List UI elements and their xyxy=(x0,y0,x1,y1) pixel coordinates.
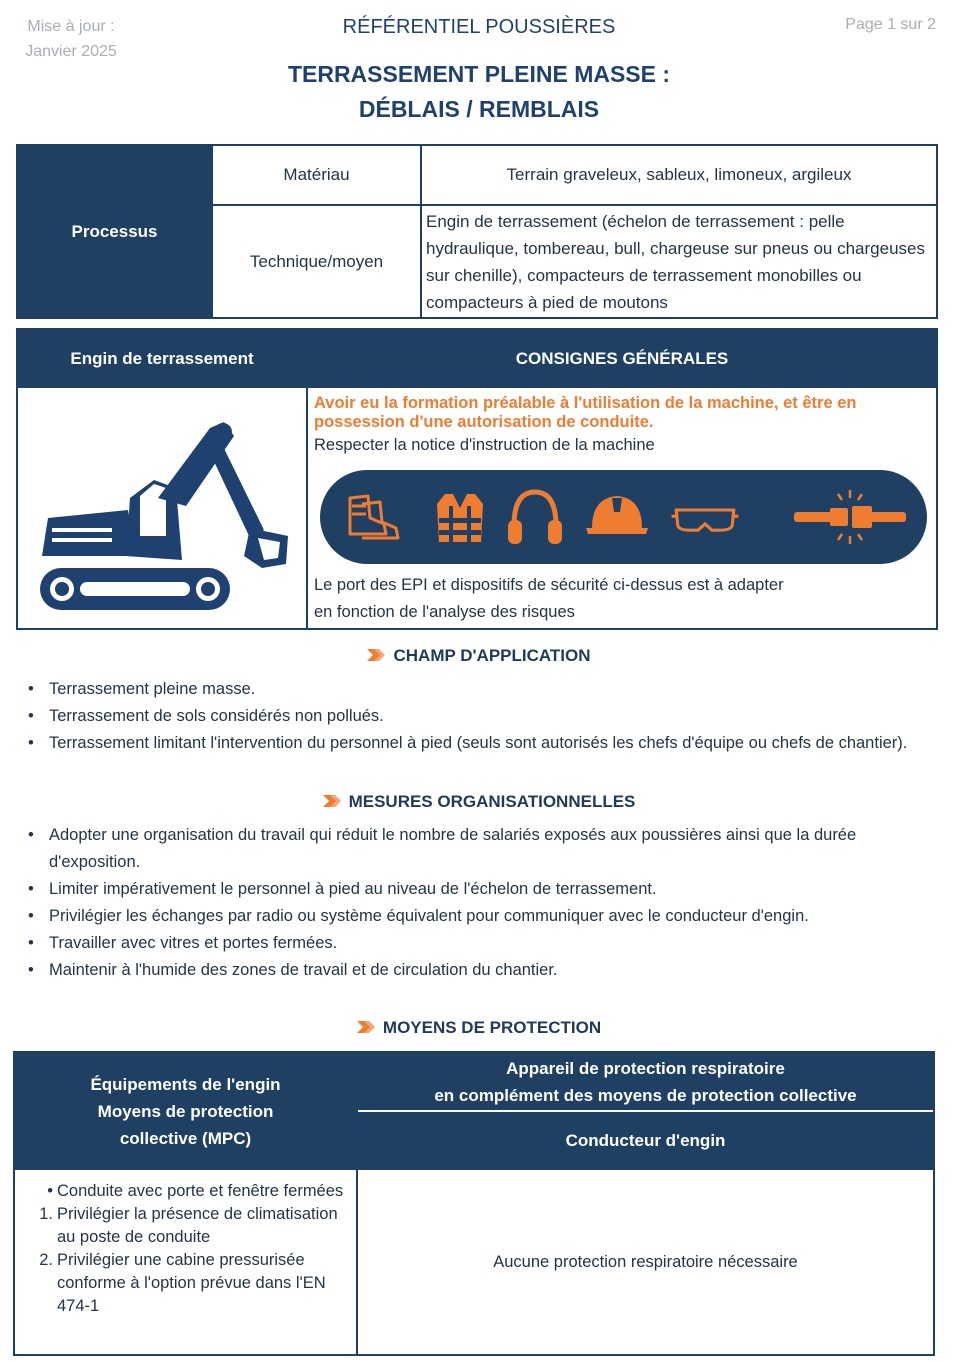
list-item: • Limiter impérativement le personnel à pied au niveau de l'échelon de terrassement. xyxy=(20,876,930,903)
excavator-illustration xyxy=(18,388,306,628)
mesures-list xyxy=(20,822,930,984)
page-title-line2: DÉBLAIS / REMBLAIS xyxy=(358,96,600,122)
list-item xyxy=(33,1249,346,1318)
list-item-text: Privilégier la présence de climatisation au poste de conduite xyxy=(57,1205,338,1246)
machine-header: Engin de terrassement xyxy=(18,330,306,388)
technique-label: Technique/moyen xyxy=(211,204,420,317)
list-item: • Terrassement limitant l'intervention du personnel à pied (seuls sont autorisés les chefs d'équipe ou chefs de chantier). xyxy=(20,730,930,757)
respiratory-header xyxy=(358,1053,933,1111)
list-item xyxy=(33,1180,346,1203)
consignes-content xyxy=(308,388,936,628)
consignes-table xyxy=(16,328,938,630)
list-item: • Terrassement pleine masse. xyxy=(20,676,930,703)
double-chevron-icon xyxy=(357,1021,377,1033)
training-warning: Avoir eu la formation préalable à l'utilisation de la machine, et être en possession d'une autorisation de conduite. xyxy=(314,394,857,431)
update-value: Janvier 2025 xyxy=(25,43,117,60)
driver-subheader: Conducteur d'engin xyxy=(358,1112,933,1170)
update-label: Mise à jour : xyxy=(27,18,115,35)
notice-text: Respecter la notice d'instruction de la machine xyxy=(314,436,655,454)
respiratory-header-line2: en complément des moyens de protection collective xyxy=(434,1086,857,1105)
material-value: Terrain graveleux, sableux, limoneux, argileux xyxy=(420,146,936,204)
section-moyens-protection xyxy=(0,1018,958,1038)
section-title-text: CHAMP D'APPLICATION xyxy=(393,646,591,665)
ear-protection-icon xyxy=(500,482,570,552)
referential-title: RÉFÉRENTIEL POUSSIÈRES xyxy=(342,16,616,38)
list-item: • Privilégier les échanges par radio ou système équivalent pour communiquer avec le conducteur d'engin. xyxy=(20,903,930,930)
list-item: • Adopter une organisation du travail qui réduit le nombre de salariés exposés aux poussières ainsi que la durée d'exposition. xyxy=(20,822,930,876)
double-chevron-icon xyxy=(323,795,343,807)
process-label: Processus xyxy=(18,146,211,317)
section-champ-application xyxy=(0,646,958,666)
high-visibility-vest-icon xyxy=(425,482,495,552)
safety-goggles-icon xyxy=(670,482,740,552)
champ-application-list xyxy=(20,676,930,757)
list-item: • Travailler avec vitres et portes fermées. xyxy=(20,930,930,957)
list-item: • Terrassement de sols considérés non pollués. xyxy=(20,703,930,730)
respiratory-header-line1: Appareil de protection respiratoire xyxy=(506,1059,785,1078)
material-label: Matériau xyxy=(211,146,420,204)
mpc-list xyxy=(15,1170,356,1354)
mpc-header xyxy=(15,1053,356,1170)
list-item-text: Privilégier une cabine pressurisée conforme à l'option prévue dans l'EN 474-1 xyxy=(57,1251,326,1315)
hard-hat-icon xyxy=(582,482,652,552)
respiratory-value: Aucune protection respiratoire nécessaire xyxy=(493,1252,798,1271)
section-mesures-organisationnelles xyxy=(0,792,958,812)
page-title-line1: TERRASSEMENT PLEINE MASSE : xyxy=(287,61,671,87)
epi-note-line2: en fonction de l'analyse des risques xyxy=(314,603,575,621)
section-title-text: MESURES ORGANISATIONNELLES xyxy=(348,792,636,811)
epi-note xyxy=(314,572,914,626)
excavator-icon xyxy=(18,388,306,628)
epi-icons-bar xyxy=(320,470,927,564)
bullet-marker: • xyxy=(47,1182,53,1200)
mpc-header-line1: Équipements de l'engin xyxy=(90,1075,281,1094)
mpc-header-line2: Moyens de protection xyxy=(97,1102,274,1121)
list-item: • Maintenir à l'humide des zones de travail et de circulation du chantier. xyxy=(20,957,930,984)
double-chevron-icon xyxy=(367,649,387,661)
section-title-text: MOYENS DE PROTECTION xyxy=(382,1018,602,1037)
process-table xyxy=(16,144,938,319)
safety-boots-icon xyxy=(340,482,410,552)
list-item xyxy=(33,1203,346,1249)
list-item-text: Conduite avec porte et fenêtre fermées xyxy=(57,1182,344,1200)
technique-value: Engin de terrassement (échelon de terrassement : pelle hydraulique, tombereau, bull, chargeuse sur pneus ou chargeuses sur chenille), compacteurs de terrassement monobilles ou compacteurs à pied de moutons xyxy=(420,204,936,317)
page-title xyxy=(0,57,958,127)
page-number: Page 1 sur 2 xyxy=(845,16,936,33)
protection-table xyxy=(13,1051,935,1356)
mpc-header-line3: collective (MPC) xyxy=(119,1129,252,1148)
epi-note-line1: Le port des EPI et dispositifs de sécurité ci-dessus est à adapter xyxy=(314,576,784,594)
number-marker: 1. xyxy=(39,1205,53,1223)
seat-belt-icon xyxy=(790,482,910,552)
consignes-header: CONSIGNES GÉNÉRALES xyxy=(308,330,936,388)
number-marker: 2. xyxy=(39,1251,53,1269)
